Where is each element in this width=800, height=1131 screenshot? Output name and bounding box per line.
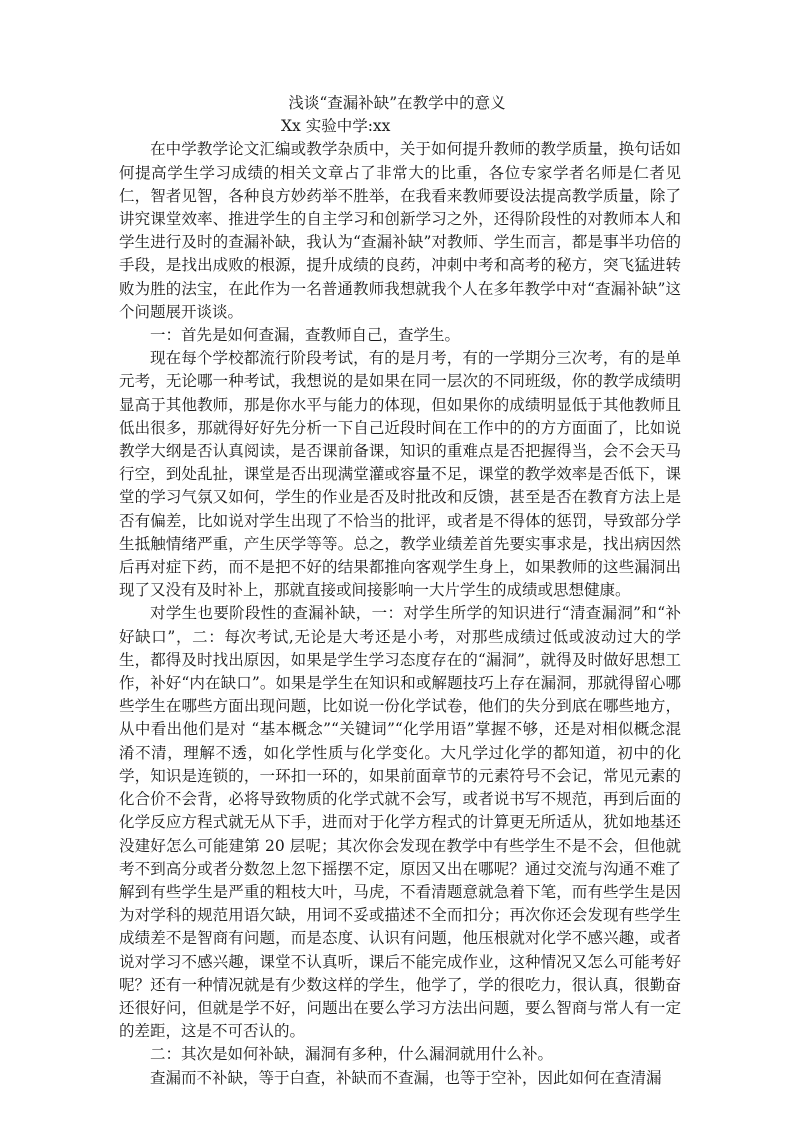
section-heading-fill: 二：其次是如何补缺，漏洞有多种，什么漏洞就用什么补。 <box>150 1045 554 1064</box>
paragraph-intro: 在中学教学论文汇编或教学杂质中，关于如何提升教师的教学质量，换句话如何提高学生学习成绩的相关文章占了非常大的比重，各位专家学者名师是仁者见仁，智者见智，各种良方妙药举不胜举，在我看来教师要设法提高教学质量，除了讲究课堂效率、推进学生的自主学习和创新学习之外，还得阶段性的对教师本人和学生进行及时的查漏补缺，我认为“查漏补缺”对教师、学生而言，都是事半功倍的手段，是找出成败的根源，提升成绩的良药，冲刺中考和高考的秘方，突飞猛进转败为胜的法宝，在此作为一名普通教师我想就我个人在多年教学中对“查漏补缺”这个问题展开谈谈。 <box>119 140 681 321</box>
paragraph-teacher-check: 现在每个学校都流行阶段考试，有的是月考，有的一学期分三次考，有的是单元考，无论哪一种考试，我想说的是如果在同一层次的不同班级，你的教学成绩明显高于其他教师，那是你水平与能力的体现，但如果你的成绩明显低于其他教师且低出很多，那就得好好先分析一下自己近段时间在工作中的的方方面面了，比如说教学大纲是否认真阅读，是否课前备课，知识的重难点是否把握得当，会不会天马行空，到处乱扯，课堂是否出现满堂灌或容量不足，课堂的教学效率是否低下，课堂的学习气氛又如何，学生的作业是否及时批改和反馈，甚至是否在教育方法上是否有偏差，比如说对学生出现了不恰当的批评，或者是不得体的惩罚，导致部分学生抵触情绪严重，产生厌学等等。总之，教学业绩差首先要实事求是，找出病因然后再对症下药，而不是把不好的结果都推向客观学生身上，如果教师的这些漏洞出现了又没有及时补上，那就直接或间接影响一大片学生的成绩或思想健康。 <box>119 349 681 600</box>
document-author: Xx 实验中学:xx <box>281 117 391 136</box>
document-title: 浅谈“查漏补缺”在教学中的意义 <box>288 94 506 112</box>
document-page <box>119 92 681 1090</box>
paragraph-student-check: 对学生也要阶段性的查漏补缺，一：对学生所学的知识进行“清查漏洞”和“补好缺口”，二：每次考试,无论是大考还是小考，对那些成绩过低或波动过大的学生，都得及时找出原因，如果是学生学习态度存在的“漏洞”，就得及时做好思想工作，补好“内在缺口”。如果是学生在知识和或解题技巧上存在漏洞，那就得留心哪些学生在哪些方面出现问题，比如说一份化学试卷，他们的失分到底在哪些地方，从中看出他们是对 “基本概念”“关键词”“化学用语”掌握不够，还是对相似概念混淆不清，理解不透，如化学性质与化学变化。大凡学过化学的都知道，初中的化学，知识是连锁的，一环扣一环的，如果前面章节的元素符号不会记，常见元素的化合价不会背，必将导致物质的化学式就不会写，或者说书写不规范，再到后面的化学反应方程式就无从下手，进而对于化学方程式的计算更无所适从，犹如地基还没建好怎么可能建第 20 层呢；其次你会发现在教学中有些学生不是不会，但他就考不到高分或者分数忽上忽下摇摆不定，原因又出在哪呢？通过交流与沟通不难了解到有些学生是严重的粗枝大叶，马虎，不看清题意就急着下笔，而有些学生是因为对学科的规范用语欠缺，用词不妥或描述不全而扣分；再次你还会发现有些学生成绩差不是智商有问题，而是态度、认识有问题，他压根就对化学不感兴趣，或者说对学习不感兴趣，课堂不认真听，课后不能完成作业，这种情况又怎么可能考好呢？还有一种情况就是有少数这样的学生，他学了，学的很吃力，很认真，很勤奋还很好问，但就是学不好，问题出在要么学习方法出问题，要么智商与常人有一定的差距，这是不可否认的。 <box>119 604 681 1041</box>
section-heading-check: 一：首先是如何查漏，查教师自己，查学生。 <box>150 326 461 345</box>
paragraph-fill-intro: 查漏而不补缺，等于白查，补缺而不查漏，也等于空补，因此如何在查清漏 <box>150 1068 662 1087</box>
